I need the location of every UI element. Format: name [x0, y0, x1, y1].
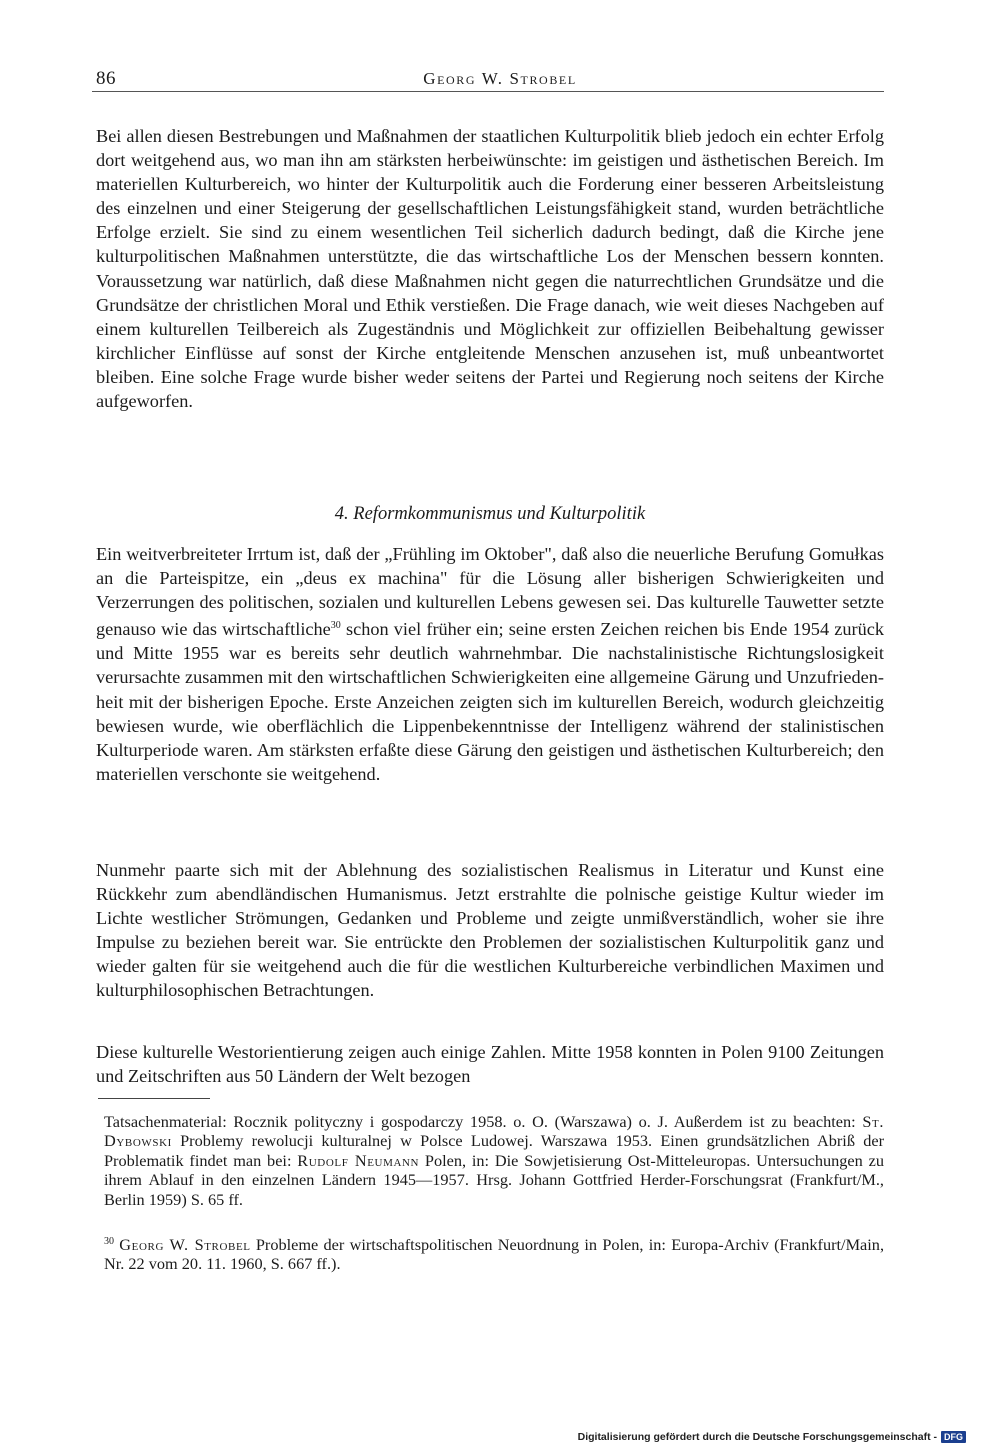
footnote-text [104, 1232, 884, 1274]
body-paragraph-3 [96, 858, 884, 1003]
paragraph-text-part: schon viel früher ein; seine ersten Zeichen reichen bis Ende 1954 zurück und Mitte 1955 war es bereits sehr deutlich wahrnehmbar. Die nachstalinistische Richtungslosigkeit verursachte zusammen mit den wirtschaftlichen Schwierigkeiten eine allgemeine Gärung und Unzufriedenheit mit der bisherigen Epoche. Erste Anzeichen zeigten sich im kulturellen Bereich, wodurch gleichzeitig bewiesen wurde, wie oberflächlich die Lippenbekenntnisse der Intelligenz während der stalinistischen Kulturperiode waren. Am stärksten erfaßte diese Gärung den geistigen und ästhetischen Kulturbereich; den materiellen verschonte sie weitgehend. [96, 619, 884, 784]
dfg-logo-icon: DFG [941, 1431, 966, 1443]
footnote-number: 30 [104, 1236, 114, 1247]
footnote-30 [104, 1232, 884, 1274]
body-paragraph-2 [96, 542, 884, 786]
section-heading: 4. Reformkommunismus und Kulturpolitik [334, 504, 646, 524]
footnote-text-part: Probleme der wirtschaftspolitischen Neuordnung in Polen, in: Europa-Archiv (Frankfurt/Main, Nr. 22 vom 20. 11. 1960, S. 667 ff.). [104, 1235, 885, 1274]
digitization-credit [578, 1431, 966, 1443]
paragraph-text [96, 542, 884, 786]
footnote-author: Rudolf Neumann [297, 1150, 420, 1170]
header-rule [92, 91, 884, 92]
footnote-text-part: Polen, in: Die Sowjetisierung Ost-Mitteleuropas. Untersuchungen zu ihrem Ablauf in den einzelnen Ländern 1945—1957. Hrsg. Johann Gottfried Herder-Forschungsrat (Frankfurt/M., Berlin 1959) S. 65 ff. [104, 1150, 884, 1209]
footnote-rule [98, 1098, 210, 1099]
paragraph-text: Diese kulturelle Westorientierung zeigen auch einige Zahlen. Mitte 1958 konnten in Polen 9100 Zeitungen und Zeitschriften aus 50 Ländern der Welt bezogen [96, 1042, 884, 1087]
footnote-author: Georg W. Strobel [119, 1235, 251, 1254]
page-number: 86 [96, 68, 116, 89]
body-paragraph-1 [96, 124, 884, 413]
footnote-text-part: Problemy rewolucji kulturalnej w Polsce Ludowej. Warszawa 1953. Einen grundsätzlichen Abriß der Problematik findet man bei: [104, 1131, 884, 1170]
paragraph-text: Nunmehr paarte sich mit der Ablehnung des sozialistischen Realismus in Literatur und Kunst eine Rückkehr zum abendländischen Humanismus. Jetzt erstrahlte die polnische geistige Kultur wieder im Lichte westlicher Strömungen, Gedanken und Probleme und zeigte unmißverständlich, woher sie ihre Impulse zu beziehen bereit war. Sie entrückte den Problemen der sozialistischen Kulturpolitik ganz und wieder galten für sie weitgehend auch die für die westlichen Kulturbereiche verbindlichen Maximen und kulturphilosophischen Betrachtungen. [96, 860, 884, 1001]
footnote-continued [104, 1112, 884, 1209]
footnote-text-part: Tatsachenmaterial: Rocznik polityczny i gospodarczy 1958. o. O. (Warszawa) o. J. Außerdem ist zu beachten: [104, 1112, 863, 1131]
paragraph-text: Bei allen diesen Bestrebungen und Maßnahmen der staatlichen Kulturpolitik blieb jedoch ein echter Erfolg dort weitgehend aus, wo man ihn am stärksten herbeiwünschte: im geistigen und ästhetischen Bereich. Im materiellen Kulturbereich, wo hinter der Kulturpolitik auch die Forderung einer besseren Arbeitsleistung des einzelnen und einer Steigerung der gesellschaftlichen Leistungsfähigkeit stand, wurden beträchtliche Erfolge erzielt. Sie sind zu einem wesentlichen Teil sicherlich dadurch bedingt, daß die Kirche jene kulturpolitischen Maßnahmen unterstützte, die das wirtschaftliche Los der Menschen bessern konnten. Voraussetzung war natürlich, daß diese Maßnahmen nicht gegen die naturrechtlichen Grundsätze und die Grundsätze der christlichen Moral und Ethik verstießen. Die Frage danach, wie weit dieses Nachgeben auf einem kulturellen Teilbereich als Zugeständnis und Möglichkeit zur offiziellen Beibehaltung gewisser kirchlicher Einflüsse auf sonst der Kirche entgleitende Menschen anzusehen ist, muß unbeantwortet bleiben. Eine solche Frage wurde bisher weder seitens der Partei und Regierung noch seitens der Kirche aufgeworfen. [96, 126, 884, 412]
credit-text: Digitalisierung gefördert durch die Deutsche Forschungsgemeinschaft - [577, 1431, 937, 1443]
footnote-author: St. Dybowski [104, 1112, 884, 1151]
footnote-reference: 30 [330, 620, 341, 632]
paragraph-text-part: Ein weitverbreiteter Irrtum ist, daß der „Frühling im Oktober", daß also die neuerliche Berufung Gomułkas an die Parteispitze, ein „deus ex machina" für die Lösung aller bisherigen Schwierigkeiten und Verzerrungen des politischen, sozialen und kulturellen Lebens gewesen sei. Das kulturelle Tauwetter setzte genauso wie das wirtschaftliche [96, 544, 884, 640]
running-head: Georg W. Strobel [423, 69, 577, 88]
footnote-text [104, 1112, 884, 1209]
body-paragraph-4 [96, 1040, 884, 1088]
